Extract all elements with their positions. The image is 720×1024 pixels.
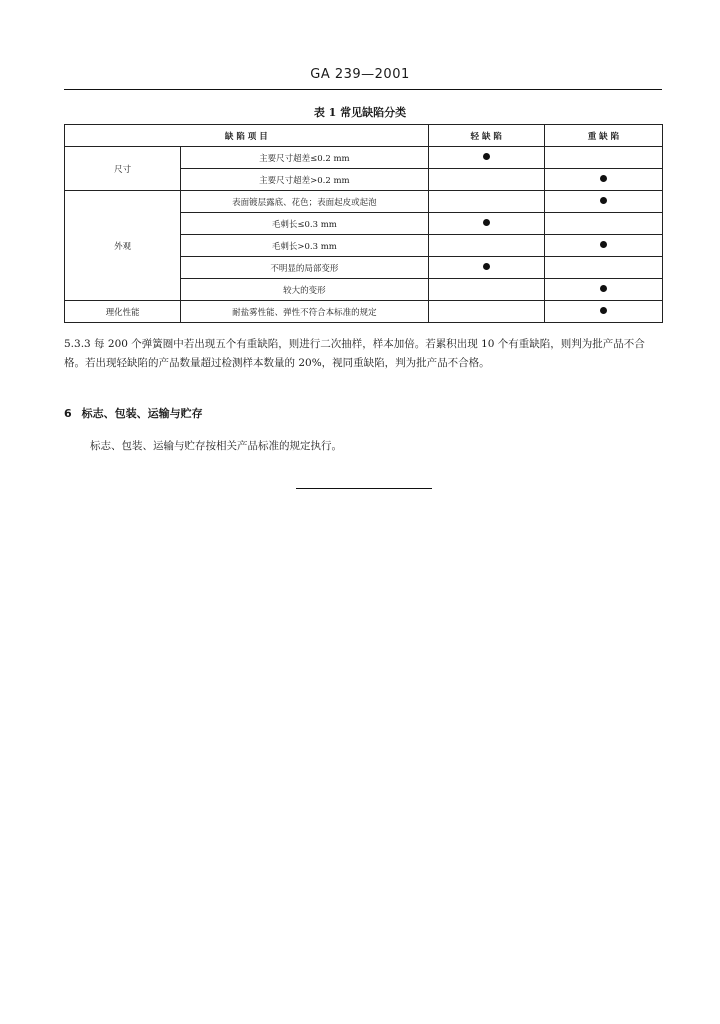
row-item: 毛刺长≤0.3 mm: [181, 213, 428, 235]
major-cell: [544, 213, 662, 235]
major-mark-icon: [600, 241, 607, 248]
minor-cell: [428, 169, 544, 191]
row-item: 不明显的局部变形: [181, 257, 428, 279]
header-major-defect: 重 缺 陷: [544, 125, 662, 147]
major-cell: [544, 301, 662, 323]
row-item: 主要尺寸超差≤0.2 mm: [181, 147, 428, 169]
clause-5-3-3: 5.3.3 每 200 个弹簧圈中若出现五个有重缺陷，则进行二次抽样，样本加倍。若累积出现 10 个有重缺陷，则判为批产品不合格。若出现轻缺陷的产品数量超过检测样本数量的 20%，视同重缺陷，判为批产品不合格。: [64, 338, 645, 369]
minor-cell: [428, 191, 544, 213]
section-6-heading: [64, 405, 203, 421]
major-mark-icon: [600, 175, 607, 182]
major-cell: [544, 235, 662, 257]
group-size: 尺寸: [65, 147, 181, 191]
major-cell: [544, 191, 662, 213]
minor-cell: [428, 279, 544, 301]
end-of-document-rule: [296, 488, 432, 489]
row-item: 耐盐雾性能、弹性不符合本标准的规定: [181, 301, 428, 323]
header-defect-item: 缺 陷 项 目: [65, 125, 429, 147]
row-item: 表面镀层露底、花色；表面起皮或起泡: [181, 191, 428, 213]
table-row: [65, 301, 663, 323]
row-item: 毛刺长>0.3 mm: [181, 235, 428, 257]
row-item: 较大的变形: [181, 279, 428, 301]
major-mark-icon: [600, 307, 607, 314]
minor-mark-icon: [483, 263, 490, 270]
minor-cell: [428, 213, 544, 235]
minor-mark-icon: [483, 153, 490, 160]
major-cell: [544, 147, 662, 169]
header-rule: [64, 89, 662, 90]
major-mark-icon: [600, 285, 607, 292]
minor-cell: [428, 235, 544, 257]
table-header-row: [65, 125, 663, 147]
major-cell: [544, 279, 662, 301]
minor-mark-icon: [483, 219, 490, 226]
major-cell: [544, 169, 662, 191]
group-physical: 理化性能: [65, 301, 181, 323]
standard-code: GA 239—2001: [310, 67, 410, 82]
section-title: 标志、包装、运输与贮存: [81, 407, 203, 420]
section-number: 6: [64, 407, 72, 420]
defect-classification-table: [64, 124, 663, 323]
minor-cell: [428, 257, 544, 279]
major-cell: [544, 257, 662, 279]
group-appearance: 外观: [65, 191, 181, 301]
table-row: [65, 191, 663, 213]
minor-cell: [428, 301, 544, 323]
header-minor-defect: 轻 缺 陷: [428, 125, 544, 147]
row-item: 主要尺寸超差>0.2 mm: [181, 169, 428, 191]
minor-cell: [428, 147, 544, 169]
major-mark-icon: [600, 197, 607, 204]
table-row: [65, 147, 663, 169]
section-6-body: 标志、包装、运输与贮存按相关产品标准的规定执行。: [90, 440, 342, 452]
table-caption: 表 1 常见缺陷分类: [313, 106, 407, 119]
